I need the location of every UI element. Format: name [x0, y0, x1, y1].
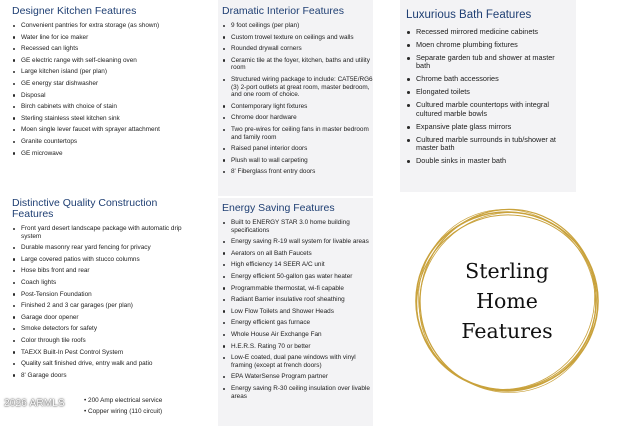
list-item: Energy saving R-30 ceiling insulation over livable areas — [222, 385, 373, 400]
copyright-watermark: 2026 ARMLS — [4, 398, 65, 409]
list-item: Front yard desert landscape package with automatic drip system — [12, 225, 197, 240]
energy-list — [222, 219, 373, 400]
list-item: 9 foot ceilings (per plan) — [222, 22, 373, 30]
list-item: Contemporary light fixtures — [222, 103, 373, 111]
list-item: Large covered patios with stucco columns — [12, 256, 197, 264]
sterling-badge — [410, 204, 604, 398]
energy-section — [218, 198, 373, 426]
interior-heading: Dramatic Interior Features — [222, 5, 344, 17]
bath-section — [400, 0, 576, 192]
list-item: Cultured marble surrounds in tub/shower at master bath — [406, 136, 570, 153]
construction-section — [12, 198, 197, 410]
list-item: GE electric range with self-cleaning oven — [12, 57, 197, 65]
list-item: Energy efficient gas furnace — [222, 319, 373, 327]
list-item: Water line for ice maker — [12, 34, 197, 42]
list-item: Double sinks in master bath — [406, 157, 570, 165]
list-item: Built to ENERGY STAR 3.0 home building specifications — [222, 219, 373, 234]
list-item: GE energy star dishwasher — [12, 80, 197, 88]
list-item: Low Flow Toilets and Shower Heads — [222, 308, 373, 316]
list-item: 8' Garage doors — [12, 372, 197, 380]
interior-list — [222, 22, 373, 176]
list-item: Coach lights — [12, 279, 197, 287]
bath-list — [406, 28, 570, 166]
list-item: Moen single lever faucet with sprayer attachment — [12, 126, 197, 134]
list-item: Structured wiring package to include: CAT5E/RG6 (3) 2-port outlets at great room, master bedroom, and one room of choice. — [222, 76, 373, 99]
list-item: Chrome door hardware — [222, 114, 373, 122]
construction-extra-item: • 200 Amp electrical service — [84, 397, 163, 404]
list-item: GE microwave — [12, 150, 197, 158]
list-item: H.E.R.S. Rating 70 or better — [222, 343, 373, 351]
construction-heading: Distinctive Quality Construction Features — [12, 198, 158, 220]
badge-line-2: Home — [476, 289, 538, 313]
list-item: Convenient pantries for extra storage (as shown) — [12, 22, 197, 30]
list-item: Finished 2 and 3 car garages (per plan) — [12, 302, 197, 310]
construction-extra-item: • Copper wiring (110 circuit) — [84, 408, 163, 415]
list-item: High efficiency 14 SEER A/C unit — [222, 261, 373, 269]
list-item: Chrome bath accessories — [406, 75, 570, 83]
list-item: Granite countertops — [12, 138, 197, 146]
list-item: Two pre-wires for ceiling fans in master bedroom and family room — [222, 126, 373, 141]
list-item: Color through tile roofs — [12, 337, 197, 345]
energy-heading: Energy Saving Features — [222, 202, 335, 214]
kitchen-heading: Designer Kitchen Features — [12, 6, 137, 17]
list-item: Programmable thermostat, wi-fi capable — [222, 285, 373, 293]
list-item: Hose bibs front and rear — [12, 267, 197, 275]
list-item: Aerators on all Bath Faucets — [222, 250, 373, 258]
list-item: Plush wall to wall carpeting — [222, 157, 373, 165]
list-item: Separate garden tub and shower at master bath — [406, 54, 570, 71]
badge-line-3: Features — [461, 319, 553, 343]
kitchen-section — [12, 6, 197, 192]
list-item: Large kitchen island (per plan) — [12, 68, 197, 76]
list-item: Energy saving R-19 wall system for livable areas — [222, 238, 373, 246]
list-item: Birch cabinets with choice of stain — [12, 103, 197, 111]
list-item: Elongated toilets — [406, 88, 570, 96]
list-item: Expansive plate glass mirrors — [406, 123, 570, 131]
list-item: Recessed can lights — [12, 45, 197, 53]
list-item: Custom trowel texture on ceilings and walls — [222, 34, 373, 42]
construction-extra-list — [84, 397, 194, 416]
list-item: Durable masonry rear yard fencing for privacy — [12, 244, 197, 252]
bath-heading: Luxurious Bath Features — [406, 9, 532, 21]
kitchen-list — [12, 22, 197, 157]
list-item: TAEXX Built-In Pest Control System — [12, 349, 197, 357]
list-item: Cultured marble countertops with integral cultured marble bowls — [406, 101, 570, 118]
construction-list — [12, 225, 197, 379]
list-item: 8' Fiberglass front entry doors — [222, 168, 373, 176]
list-item: Radiant Barrier insulative roof sheathing — [222, 296, 373, 304]
list-item: Low-E coated, dual pane windows with vinyl framing (except at french doors) — [222, 354, 373, 369]
list-item: Ceramic tile at the foyer, kitchen, baths and utility room — [222, 57, 373, 72]
list-item: Quality salt finished drive, entry walk and patio — [12, 360, 197, 368]
list-item: Post-Tension Foundation — [12, 291, 197, 299]
list-item: Smoke detectors for safety — [12, 325, 197, 333]
badge-text — [410, 204, 604, 398]
badge-line-1: Sterling — [465, 259, 549, 283]
list-item: Whole House Air Exchange Fan — [222, 331, 373, 339]
list-item: Energy efficient 50-gallon gas water heater — [222, 273, 373, 281]
list-item: Garage door opener — [12, 314, 197, 322]
list-item: EPA WaterSense Program partner — [222, 373, 373, 381]
list-item: Moen chrome plumbing fixtures — [406, 41, 570, 49]
interior-section — [218, 0, 373, 196]
list-item: Raised panel interior doors — [222, 145, 373, 153]
list-item: Rounded drywall corners — [222, 45, 373, 53]
list-item: Sterling stainless steel kitchen sink — [12, 115, 197, 123]
list-item: Recessed mirrored medicine cabinets — [406, 28, 570, 36]
list-item: Disposal — [12, 92, 197, 100]
